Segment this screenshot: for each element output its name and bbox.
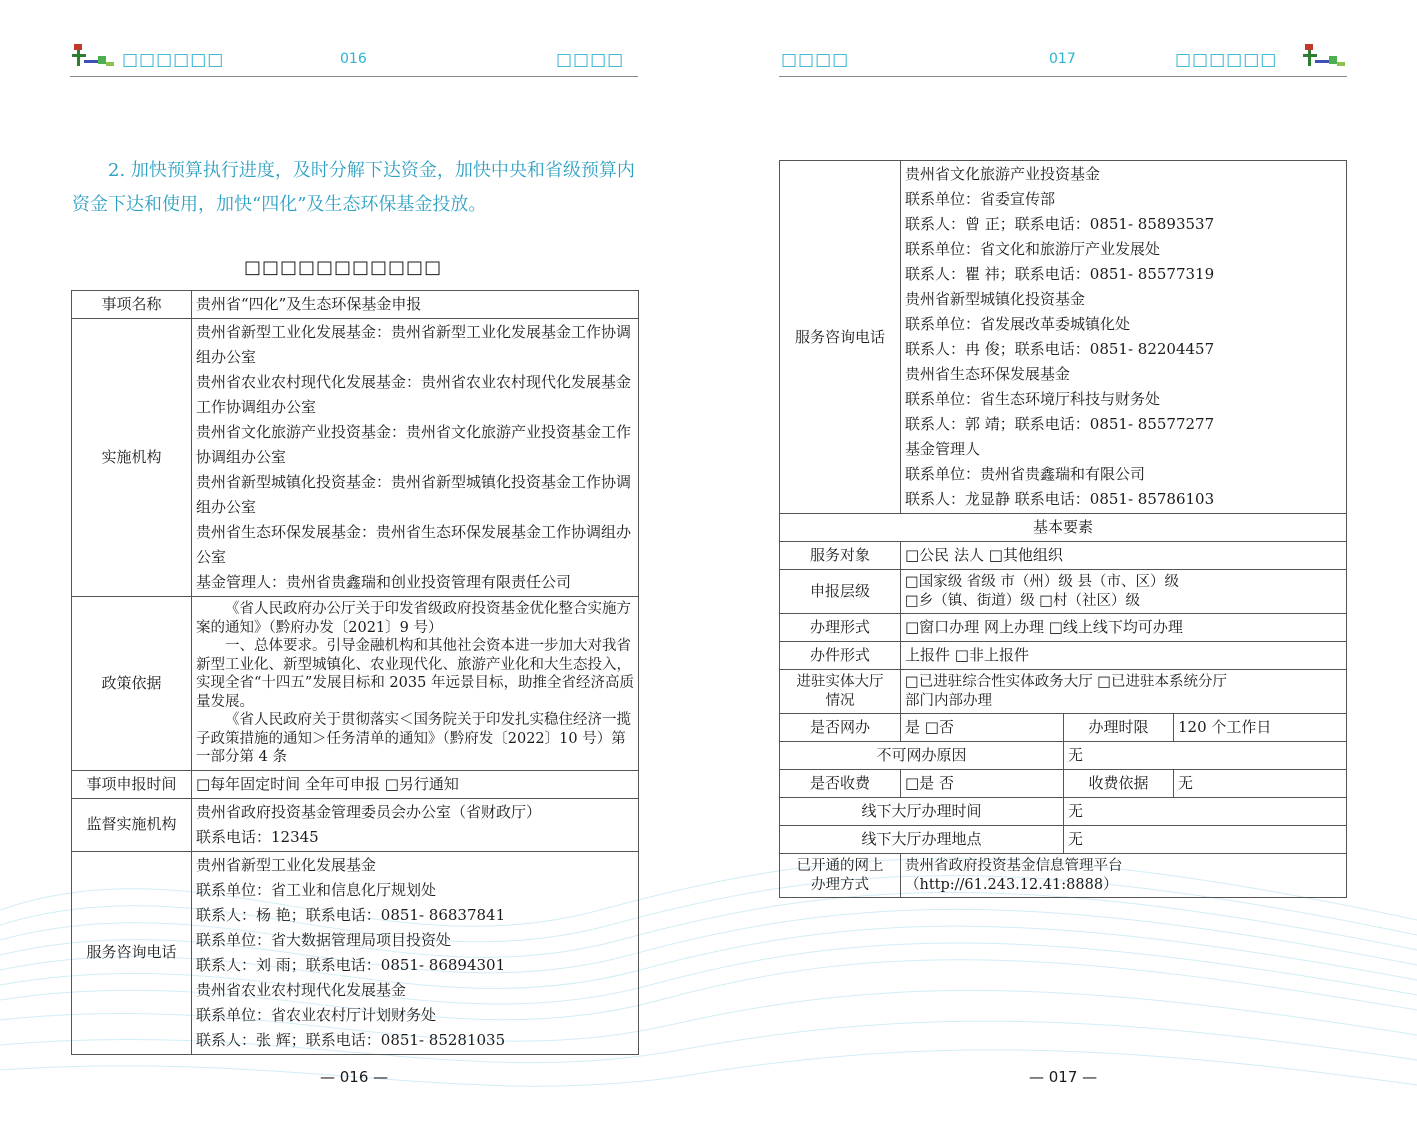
fee-label: 是否收费 [780,770,901,798]
level-line: □国家级 省级 市（州）级 县（市、区）级 [905,574,1180,590]
service-line: 联系单位：省发展改革委城镇化处 [905,315,1131,333]
fee-value: □是 否 [901,770,1064,798]
service-line: 联系单位：省农业农村厅计划财务处 [196,1005,437,1024]
level-line: □乡（镇、街道）级 □村（社区）级 [905,592,1141,609]
supervise-line: 贵州省政府投资基金管理委员会办公室（省财政厅） [196,802,542,821]
table-row [780,826,1347,854]
header-page-number: 017 [1049,51,1076,67]
table-row [780,742,1347,770]
table-title: □□□□□□□□□□□ [244,257,443,278]
opened-label-line: 办理方式 [811,876,869,893]
service-value [192,851,639,1054]
opened-label-line: 已开通的网上 [796,858,884,874]
level-value [901,570,1347,614]
impl-line: 基金管理人：贵州省贵鑫瑞和创业投资管理有限责任公司 [196,573,572,591]
left-page [0,0,708,1133]
doc-value: 上报件 □非上报件 [901,642,1347,670]
table-row [780,642,1347,670]
impl-label: 实施机构 [72,319,192,597]
service-line: 联系单位：省大数据管理局项目投资处 [196,930,452,949]
table-row [780,714,1347,742]
service-line: 贵州省文化旅游产业投资基金 [905,165,1101,183]
table-row [780,542,1347,570]
level-label: 申报层级 [780,570,901,614]
right-table [779,160,1347,898]
service-line: 联系单位：省工业和信息化厅规划处 [196,880,437,899]
header-title: □□□□□□ [1175,50,1278,70]
time-value: □每年固定时间 全年可申报 □另行通知 [192,770,639,798]
table-row [72,319,639,597]
offline-time-value: 无 [1064,798,1347,826]
service-line: 联系单位：省生态环境厅科技与财务处 [905,390,1161,408]
hall-label-line: 进驻实体大厅 [796,674,884,690]
opened-line: （http://61.243.12.41:8888） [905,876,1118,893]
table-row [780,670,1347,714]
service-line: 联系人：郭 靖；联系电话：0851- 85577277 [905,415,1215,433]
table-row [780,570,1347,614]
hall-label-line: 情况 [825,692,855,709]
service-line: 贵州省生态环保发展基金 [905,365,1071,383]
service-line: 联系人：瞿 祎；联系电话：0851- 85577319 [905,265,1215,283]
online-value: 是 □否 [901,714,1064,742]
hall-line: □已进驻综合性实体政务大厅 □已进驻本系统分厅 [905,674,1228,690]
limit-value: 120 个工作日 [1174,714,1347,742]
opened-label [780,854,901,898]
policy-para: 一、总体要求。引导金融机构和其他社会资本进一步加大对我省新型工业化、新型城镇化、农业现代化、旅游产业化和大生态投入，实现全省“十四五”发展目标和 2035 年远景目标，助推全省经济高质量发展。 [196,638,634,710]
table-row [780,514,1347,542]
service-line: 联系人：曾 正；联系电话：0851- 85893537 [905,215,1215,233]
offline-place-label: 线下大厅办理地点 [780,826,1064,854]
header-title: □□□□□□ [122,50,225,70]
hall-value [901,670,1347,714]
policy-para: 《省人民政府关于贯彻落实＜国务院关于印发扎实稳住经济一揽子政策措施的通知＞任务清单的通知》（黔府发〔2022〕10 号）第一部分第 4 条 [196,712,631,765]
impl-line: 贵州省文化旅游产业投资基金：贵州省文化旅游产业投资基金工作协调组办公室 [196,423,632,466]
no-online-value: 无 [1064,742,1347,770]
no-online-label: 不可网办原因 [780,742,1064,770]
time-label: 事项申报时间 [72,770,192,798]
item-value: 贵州省“四化”及生态环保基金申报 [192,291,639,319]
impl-line: 贵州省生态环保发展基金：贵州省生态环保发展基金工作协调组办公室 [196,523,632,566]
serve-target-label: 服务对象 [780,542,901,570]
offline-time-label: 线下大厅办理时间 [780,798,1064,826]
table-row [72,597,639,771]
supervise-line: 联系电话：12345 [196,827,319,846]
impl-value [192,319,639,597]
right-footer-page-number: — 017 — [1029,1068,1098,1086]
impl-line: 贵州省新型工业化发展基金：贵州省新型工业化发展基金工作协调组办公室 [196,323,632,366]
fee-basis-value: 无 [1174,770,1347,798]
service-line: 联系人：刘 雨；联系电话：0851- 86894301 [196,955,506,974]
right-header [779,40,1347,77]
supervise-label: 监督实施机构 [72,798,192,851]
form-value: □窗口办理 网上办理 □线上线下均可办理 [901,614,1347,642]
left-header [70,40,638,77]
logo-icon [70,42,118,72]
serve-target-value: □公民 法人 □其他组织 [901,542,1347,570]
fee-basis-label: 收费依据 [1064,770,1174,798]
header-tag: □□□□ [556,50,625,70]
basic-section-heading: 基本要素 [780,514,1347,542]
service-line: 联系人：龙显静 联系电话：0851- 85786103 [905,490,1215,508]
service-line: 联系人：冉 俊；联系电话：0851- 82204457 [905,340,1215,358]
impl-line: 贵州省农业农村现代化发展基金：贵州省农业农村现代化发展基金工作协调组办公室 [196,373,632,416]
offline-place-value: 无 [1064,826,1347,854]
service-line: 贵州省新型工业化发展基金 [196,855,377,874]
intro-paragraph: 2. 加快预算执行进度，及时分解下达资金，加快中央和省级预算内资金下达和使用，加快“四化”及生态环保基金投放。 [72,160,635,215]
service-line: 联系人：张 辉；联系电话：0851- 85281035 [196,1030,506,1049]
limit-label: 办理时限 [1064,714,1174,742]
opened-line: 贵州省政府投资基金信息管理平台 [905,858,1123,874]
item-label: 事项名称 [72,291,192,319]
table-row [780,854,1347,898]
table-row [780,770,1347,798]
form-label: 办理形式 [780,614,901,642]
service-line: 联系单位：省文化和旅游厅产业发展处 [905,240,1161,258]
table-row [780,798,1347,826]
header-page-number: 016 [340,51,367,67]
doc-label: 办件形式 [780,642,901,670]
service-label: 服务咨询电话 [780,161,901,514]
opened-value [901,854,1347,898]
service-label: 服务咨询电话 [72,851,192,1054]
table-row [780,161,1347,514]
table-row [72,851,639,1054]
policy-para: 《省人民政府办公厅关于印发省级政府投资基金优化整合实施方案的通知》（黔府办发〔2021〕9 号） [196,601,631,636]
service-line: 贵州省农业农村现代化发展基金 [196,980,407,999]
table-row [72,770,639,798]
left-table [71,290,639,1055]
table-row [72,798,639,851]
online-label: 是否网办 [780,714,901,742]
hall-label [780,670,901,714]
logo-icon [1301,42,1349,72]
right-page [709,0,1417,1133]
supervise-value [192,798,639,851]
policy-label: 政策依据 [72,597,192,771]
policy-value [192,597,639,771]
hall-line: 部门内部办理 [905,692,992,709]
service-line: 联系单位：省委宣传部 [905,190,1056,208]
left-footer-page-number: — 016 — [320,1068,389,1086]
table-row [780,614,1347,642]
service-line: 贵州省新型城镇化投资基金 [905,290,1086,308]
service-line: 联系人：杨 艳；联系电话：0851- 86837841 [196,905,506,924]
service-line: 基金管理人 [905,440,981,458]
service-line: 联系单位：贵州省贵鑫瑞和有限公司 [905,465,1146,483]
impl-line: 贵州省新型城镇化投资基金：贵州省新型城镇化投资基金工作协调组办公室 [196,473,632,516]
table-row [72,291,639,319]
header-tag: □□□□ [781,50,850,70]
service-value [901,161,1347,514]
